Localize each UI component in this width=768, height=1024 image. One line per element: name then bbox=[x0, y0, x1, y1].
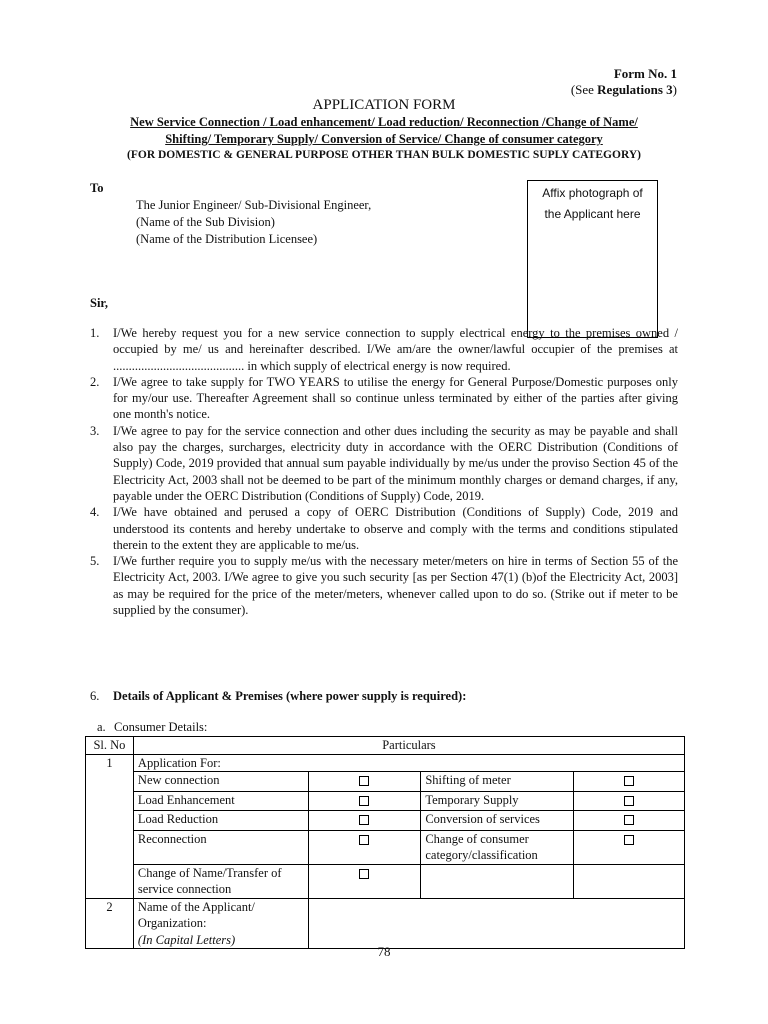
addressee-line: The Junior Engineer/ Sub-Divisional Engineer, bbox=[136, 198, 372, 212]
reconnection-checkbox[interactable] bbox=[308, 830, 421, 864]
photo-box[interactable] bbox=[527, 180, 658, 338]
checkbox-icon bbox=[359, 869, 369, 879]
section-a-heading: a. Consumer Details: bbox=[97, 720, 208, 734]
list-item: 1. I/We hereby request you for a new service connection to supply electrical energy to the premises owned / occupied by me/ us and hereinafter described. I/We am/are the owner/lawful occupier of the premises at .......................................... in which supply of electrical energy is now required. bbox=[90, 326, 678, 373]
page-title: APPLICATION FORM bbox=[312, 97, 456, 113]
table-header-row bbox=[86, 737, 685, 755]
change-of-category-checkbox[interactable] bbox=[574, 830, 685, 864]
addressee-block bbox=[136, 197, 371, 248]
checkbox-icon bbox=[624, 776, 634, 786]
checkbox-icon bbox=[359, 815, 369, 825]
subtitle-line-3: (FOR DOMESTIC & GENERAL PURPOSE OTHER THAN BULK DOMESTIC SUPLY CATEGORY) bbox=[127, 149, 641, 161]
empty-cell bbox=[421, 864, 574, 898]
table-row bbox=[86, 830, 685, 864]
temporary-supply-checkbox[interactable] bbox=[574, 791, 685, 811]
row-number: 2 bbox=[86, 898, 134, 949]
consumer-details-table bbox=[85, 736, 685, 949]
list-item: 2. I/We agree to take supply for TWO YEARS to utilise the energy for General Purpose/Domestic purposes only for my/our use. Thereafter Agreement shall so continue unless terminated by either of the parties after giving one month's notice. bbox=[90, 374, 678, 422]
form-number-block bbox=[571, 66, 677, 98]
row-number: 1 bbox=[86, 754, 134, 898]
new-connection-checkbox[interactable] bbox=[308, 772, 421, 792]
checkbox-icon bbox=[359, 776, 369, 786]
declaration-list bbox=[90, 325, 678, 618]
addressee-line: (Name of the Sub Division) bbox=[136, 215, 275, 229]
page-number: 78 bbox=[377, 944, 391, 959]
header-particulars: Particulars bbox=[133, 737, 684, 755]
section-6-heading: 6. Details of Applicant & Premises (where power supply is required): bbox=[90, 689, 467, 703]
option-reconnection: Reconnection bbox=[133, 830, 308, 864]
header-slno: Sl. No bbox=[86, 737, 134, 755]
option-load-enhancement: Load Enhancement bbox=[133, 791, 308, 811]
empty-cell bbox=[574, 864, 685, 898]
to-label: To bbox=[90, 181, 104, 195]
option-change-of-name: Change of Name/Transfer of service connection bbox=[133, 864, 308, 898]
checkbox-icon bbox=[359, 796, 369, 806]
conversion-of-services-checkbox[interactable] bbox=[574, 811, 685, 831]
applicant-name-label: Name of the Applicant/ Organization: (In Capital Letters) bbox=[133, 898, 308, 949]
checkbox-icon bbox=[359, 835, 369, 845]
option-conversion-of-services: Conversion of services bbox=[421, 811, 574, 831]
table-row bbox=[86, 811, 685, 831]
applicant-name-field[interactable] bbox=[308, 898, 684, 949]
option-change-of-consumer-category: Change of consumer category/classification bbox=[421, 830, 574, 864]
checkbox-icon bbox=[624, 796, 634, 806]
list-item: 5. I/We further require you to supply me/us with the necessary meter/meters on hire in terms of Section 55 of the Electricity Act, 2003. I/We agree to give you such security [as per Section 47(1) (b)of the Electricity Act, 2003] as may be required for the price of the meter/meters, whenever called upon to do so. (Strike out if meter to be supplied by the consumer). bbox=[90, 554, 678, 618]
regulation-reference: (See Regulations 3) bbox=[570, 82, 677, 97]
application-for-label: Application For: bbox=[133, 754, 684, 772]
table-row bbox=[86, 864, 685, 898]
change-of-name-checkbox[interactable] bbox=[308, 864, 421, 898]
salutation: Sir, bbox=[90, 296, 108, 310]
load-reduction-checkbox[interactable] bbox=[308, 811, 421, 831]
table-row bbox=[86, 898, 685, 949]
load-enhancement-checkbox[interactable] bbox=[308, 791, 421, 811]
option-load-reduction: Load Reduction bbox=[133, 811, 308, 831]
table-row bbox=[86, 791, 685, 811]
addressee-line: (Name of the Distribution Licensee) bbox=[136, 232, 318, 246]
photo-box-line: Affix photograph of bbox=[542, 186, 643, 200]
table-row bbox=[86, 772, 685, 792]
option-new-connection: New connection bbox=[133, 772, 308, 792]
checkbox-icon bbox=[624, 815, 634, 825]
subtitle-line-2: Shifting/ Temporary Supply/ Conversion of Service/ Change of consumer category bbox=[165, 132, 603, 146]
table-row bbox=[86, 754, 685, 772]
subtitle-line-1: New Service Connection / Load enhancement/ Load reduction/ Reconnection /Change of Name/ bbox=[130, 115, 638, 129]
list-item: 4. I/We have obtained and perused a copy of OERC Distribution (Conditions of Supply) Code, 2019 and understood its contents and hereby undertake to observe and comply with the terms and conditions stipulated therein to the extent they are applicable to me/us. bbox=[90, 505, 678, 552]
checkbox-icon bbox=[624, 835, 634, 845]
shifting-of-meter-checkbox[interactable] bbox=[574, 772, 685, 792]
option-temporary-supply: Temporary Supply bbox=[421, 791, 574, 811]
option-shifting-of-meter: Shifting of meter bbox=[421, 772, 574, 792]
list-item: 3. I/We agree to pay for the service connection and other dues including the security as may be payable and shall also pay the charges, surcharges, electricity duty in accordance with the OERC Distribution (Conditions of Supply) Code, 2019 provided that annual sum payable individually by me/us under the proviso Section 45 of the Electricity Act, 2003 shall not be deemed to be part of the minimum monthly charges or demand charges, if any, payable under the OERC Distribution (Conditions of Supply) Code, 2019. bbox=[90, 423, 678, 503]
photo-box-line: the Applicant here bbox=[544, 207, 641, 221]
form-number: Form No. 1 bbox=[613, 66, 677, 81]
